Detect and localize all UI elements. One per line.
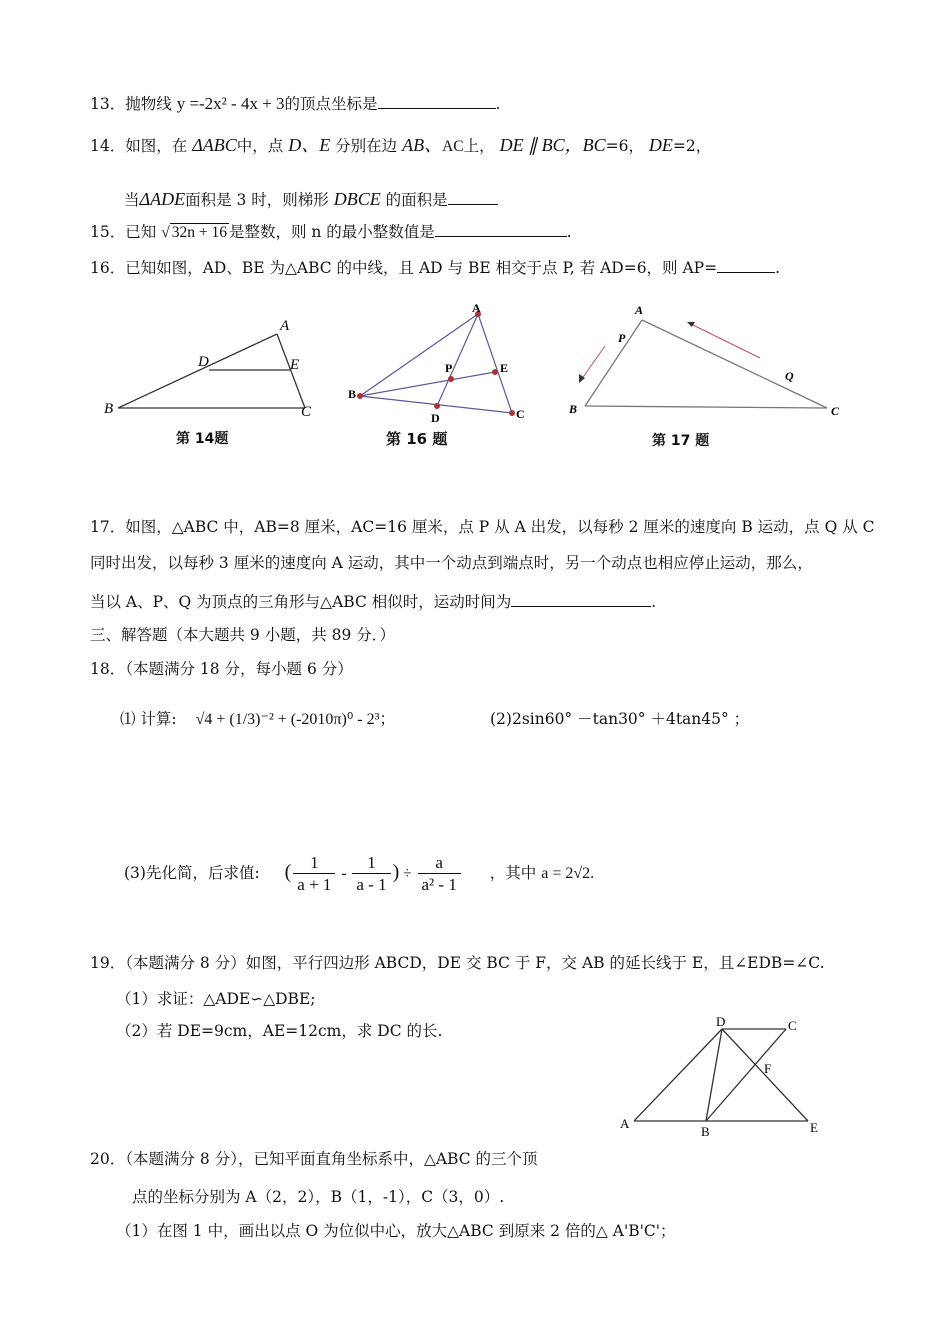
fig17-label-p: P xyxy=(618,331,626,345)
q15-answer-blank[interactable] xyxy=(435,220,567,237)
q14-side-ab: AB、 xyxy=(402,135,443,155)
q13-text-pre: 抛物线 xyxy=(125,95,172,113)
q18-p3-where: ，其中 xyxy=(489,864,537,882)
q19-sub1: （1）求证：△ADE∽△DBE; xyxy=(116,990,316,1008)
fig16-label-p: P xyxy=(445,361,453,375)
q15-radical: √ 32n + 16 xyxy=(161,224,227,241)
question-18-heading: 18．（本题满分 18 分，每小题 6 分） xyxy=(90,660,353,678)
fig16-label-b: B xyxy=(348,387,357,401)
fig17-caption: 第 17 题 xyxy=(652,433,710,449)
q14-condition: DE ∥ BC，BC xyxy=(499,135,606,155)
q16-text: 16．已知如图，AD、BE 为△ABC 的中线，且 AD 与 BE 相交于点 P, 若 AD=6，则 AP= xyxy=(90,259,718,277)
question-14-line2 xyxy=(124,186,498,213)
section-3-heading: 三、解答题（本大题共 9 小题，共 89 分．） xyxy=(90,626,396,644)
q15-pre: 已知 xyxy=(125,223,157,241)
q15-end: . xyxy=(566,223,572,241)
q14-number: 14． xyxy=(90,137,126,155)
q13-answer-blank[interactable] xyxy=(378,92,496,109)
q18-p3-value: a = 2√2. xyxy=(541,865,595,882)
question-19-heading: 19．（本题满分 8 分）如图，平行四边形 ABCD，DE 交 BC 于 F，交 AB 的延长线于 E，且∠EDB=∠C. xyxy=(90,954,825,972)
fig17-label-b: B xyxy=(569,402,578,416)
q14-points: D、E xyxy=(288,135,331,155)
q16-end: . xyxy=(775,259,781,277)
q14-line2-mid: 面积是 3 时，则梯形 xyxy=(185,191,329,209)
q18-p3-f3-den: a² - 1 xyxy=(421,874,457,894)
q17-end: . xyxy=(651,593,657,611)
question-14 xyxy=(90,128,711,164)
fig17-label-q: Q xyxy=(785,369,794,383)
fig19-label-b: B xyxy=(701,1124,710,1139)
q14-de: DE xyxy=(648,135,673,155)
fig16-label-a: A xyxy=(472,301,481,315)
fig17-label-a: A xyxy=(635,303,644,317)
figure-17 xyxy=(565,300,850,425)
q14-mid: 中，点 xyxy=(236,137,284,155)
q13-formula: y =-2x² - 4x + 3 xyxy=(176,94,285,113)
q18-p3-f2-den: a - 1 xyxy=(356,874,387,894)
q14-line2-pre: 当 xyxy=(124,191,140,209)
q14-answer-blank[interactable] xyxy=(448,188,498,205)
question-17-line1: 17．如图，△ABC 中，AB=8 厘米，AC=16 厘米，点 P 从 A 出发，以每秒 2 厘米的速度向 B 运动，点 Q 从 C xyxy=(90,518,875,536)
q15-radicand: 32n + 16 xyxy=(171,224,227,241)
question-16 xyxy=(90,256,780,279)
q17-answer-blank[interactable] xyxy=(511,590,651,607)
q18-part2: (2)2sin60° －tan30° ＋4tan45° ； xyxy=(490,710,750,728)
q18-p3-f1-den: a + 1 xyxy=(297,874,332,894)
q18-p1-expression: √4 + (1/3)⁻² + (-2010π)⁰ - 2³； xyxy=(195,711,396,728)
fig14-caption: 第 14题 xyxy=(176,431,229,447)
q13-end: . xyxy=(495,95,501,113)
fig16-label-c: C xyxy=(516,407,525,421)
fig19-label-d: D xyxy=(716,1015,726,1029)
fig16-caption: 第 16 题 xyxy=(386,430,448,448)
q14-dbce: DBCE xyxy=(333,189,381,209)
q13-text-post: 的顶点坐标是 xyxy=(284,95,378,113)
q14-side-ac: AC xyxy=(442,138,464,155)
q19-sub2: （2）若 DE=9cm，AE=12cm，求 DC 的长. xyxy=(116,1022,443,1040)
question-13 xyxy=(90,92,500,115)
q16-answer-blank[interactable] xyxy=(717,256,775,273)
figure-14 xyxy=(100,310,330,425)
q18-part1 xyxy=(120,708,395,731)
fig14-label-a: A xyxy=(280,318,290,334)
q13-number: 13． xyxy=(90,95,126,113)
question-17-line3 xyxy=(90,590,656,613)
figure-16 xyxy=(345,300,545,430)
fig14-label-c: C xyxy=(301,404,312,420)
q17-line3-text: 当以 A、P、Q 为顶点的三角形与△ABC 相似时，运动时间为 xyxy=(90,593,512,611)
fig16-label-d: D xyxy=(431,411,440,425)
q14-ade: ΔADE xyxy=(139,189,186,209)
q14-condition-2: =6， xyxy=(605,137,644,155)
fig14-label-d: D xyxy=(198,354,209,370)
q15-post: 是整数，则 n 的最小整数值是 xyxy=(228,223,435,241)
q18-p3-f3-num: a xyxy=(418,853,461,874)
fig19-label-f: F xyxy=(764,1061,772,1076)
q18-p3-fraction-3 xyxy=(418,853,461,896)
fig19-label-a: A xyxy=(620,1116,630,1131)
q14-pre: 如图，在 xyxy=(125,137,188,155)
figure-19 xyxy=(612,1015,832,1140)
q14-mid2: 分别在边 xyxy=(335,137,398,155)
q15-number: 15． xyxy=(90,223,126,241)
q18-p3-label: (3)先化简，后求值: xyxy=(124,864,260,882)
q18-p3-fraction-2 xyxy=(352,853,390,896)
q18-p3-f2-num: 1 xyxy=(352,853,390,874)
fig14-label-e: E xyxy=(290,357,300,373)
q18-p3-f1-num: 1 xyxy=(293,853,335,874)
fig19-label-e: E xyxy=(810,1120,818,1135)
q20-line2: 点的坐标分别为 A（2，2），B（1，-1），C（3，0）. xyxy=(132,1188,505,1206)
q14-line2-post: 的面积是 xyxy=(385,191,448,209)
question-17-line2: 同时出发，以每秒 3 厘米的速度向 A 运动，其中一个动点到端点时，另一个动点也相应停止运动，那么， xyxy=(90,554,813,572)
q18-p1-label: ⑴ 计算: xyxy=(120,710,177,728)
fig19-label-c: C xyxy=(788,1018,797,1033)
question-15 xyxy=(90,220,572,244)
fig17-label-c: C xyxy=(831,404,840,418)
q18-part3: (3)先化简，后求值: ( $\frac{1}{a + 1}$ - $\frac{1}{a - 1}$ ) ÷ $\frac{a}{\text{a² - 1}}$ ，其中 a = 2√2. xyxy=(124,852,595,894)
q14-mid3: 上， xyxy=(463,137,495,155)
fig14-label-b: B xyxy=(104,401,114,417)
question-20-heading: 20．（本题满分 8 分），已知平面直角坐标系中，△ABC 的三个顶 xyxy=(90,1150,538,1168)
q14-triangle: ΔABC xyxy=(192,135,237,155)
fig16-label-e: E xyxy=(500,361,509,375)
q14-condition-3: =2， xyxy=(672,137,712,155)
q18-p3-fraction-1 xyxy=(293,853,335,896)
q20-sub1: （1）在图 1 中，画出以点 O 为位似中心，放大△ABC 到原来 2 倍的△ A'B'C'； xyxy=(116,1222,676,1240)
